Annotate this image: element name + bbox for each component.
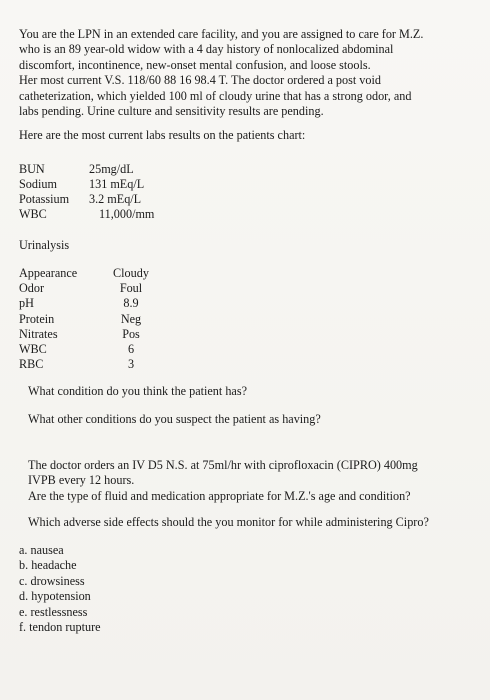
option-c: c. drowsiness	[19, 573, 85, 588]
ua-row	[19, 357, 155, 372]
ua-name: Odor	[19, 281, 45, 296]
intro-line: labs pending. Urine culture and sensitivity results are pending.	[19, 104, 324, 119]
ua-name: Protein	[19, 311, 55, 326]
ua-name: pH	[19, 296, 34, 311]
lab-name: BUN	[19, 162, 45, 176]
answer-options	[19, 543, 101, 635]
ua-row	[19, 312, 155, 327]
lab-name: Sodium	[19, 177, 57, 191]
option-f: f. tendon rupture	[19, 620, 101, 635]
lab-row-potassium	[19, 192, 199, 207]
intro-line: Her most current V.S. 118/60 88 16 98.4 T. The doctor ordered a post void	[19, 73, 381, 88]
ua-value: Neg	[120, 311, 142, 326]
order-line: The doctor orders an IV D5 N.S. at 75ml/hr with ciprofloxacin (CIPRO) 400mg	[28, 458, 418, 472]
lab-value: 131 mEq/L	[89, 177, 145, 191]
lab-row-sodium	[19, 177, 199, 192]
ua-name: WBC	[19, 342, 47, 357]
ua-name: Nitrates	[19, 326, 58, 341]
lab-value: 3.2 mEq/L	[89, 192, 142, 206]
urinalysis-table	[19, 266, 155, 372]
labs-table	[19, 162, 199, 222]
lab-row-bun	[19, 162, 199, 177]
intro-line: You are the LPN in an extended care facility, and you are assigned to care for M.Z.	[19, 27, 424, 41]
ua-name: RBC	[19, 357, 44, 372]
ua-row	[19, 266, 155, 281]
intro-line: catheterization, which yielded 100 ml of cloudy urine that has a strong odor, and	[19, 88, 412, 103]
question-cipro-side-effects: Which adverse side effects should the you monitor for while administering Cipro?	[28, 515, 429, 529]
ua-row	[19, 296, 155, 311]
question-condition: What condition do you think the patient has?	[28, 384, 247, 398]
option-b: b. headache	[19, 558, 77, 573]
labs-intro: Here are the most current labs results on the patients chart:	[19, 128, 306, 142]
ua-value: Cloudy	[113, 266, 149, 280]
ua-value: 8.9	[123, 296, 139, 311]
ua-row	[19, 327, 155, 342]
question-other-conditions: What other conditions do you suspect the patient as having?	[28, 412, 321, 426]
intro-line: discomfort, incontinence, new-onset mental confusion, and loose stools.	[19, 57, 371, 72]
lab-name: WBC	[19, 207, 47, 221]
lab-row-wbc	[19, 207, 199, 222]
intro-line: who is an 89 year-old widow with a 4 day history of nonlocalized abdominal	[19, 42, 394, 57]
option-a: a. nausea	[19, 543, 64, 557]
lab-value: 11,000/mm	[99, 207, 155, 221]
order-line: IVPB every 12 hours.	[28, 473, 135, 488]
lab-name: Potassium	[19, 192, 70, 206]
option-e: e. restlessness	[19, 604, 88, 619]
lab-value: 25mg/dL	[89, 162, 134, 176]
option-d: d. hypotension	[19, 589, 91, 604]
ua-value: 3	[127, 357, 135, 372]
doctor-order	[28, 458, 468, 504]
ua-row	[19, 281, 155, 296]
case-intro	[19, 27, 469, 119]
ua-value: Pos	[122, 326, 140, 341]
ua-name: Appearance	[19, 266, 78, 280]
ua-row	[19, 342, 155, 357]
order-line: Are the type of fluid and medication appropriate for M.Z.'s age and condition?	[28, 488, 411, 503]
ua-value: 6	[127, 342, 135, 357]
ua-value: Foul	[119, 281, 143, 296]
urinalysis-title: Urinalysis	[19, 238, 70, 252]
